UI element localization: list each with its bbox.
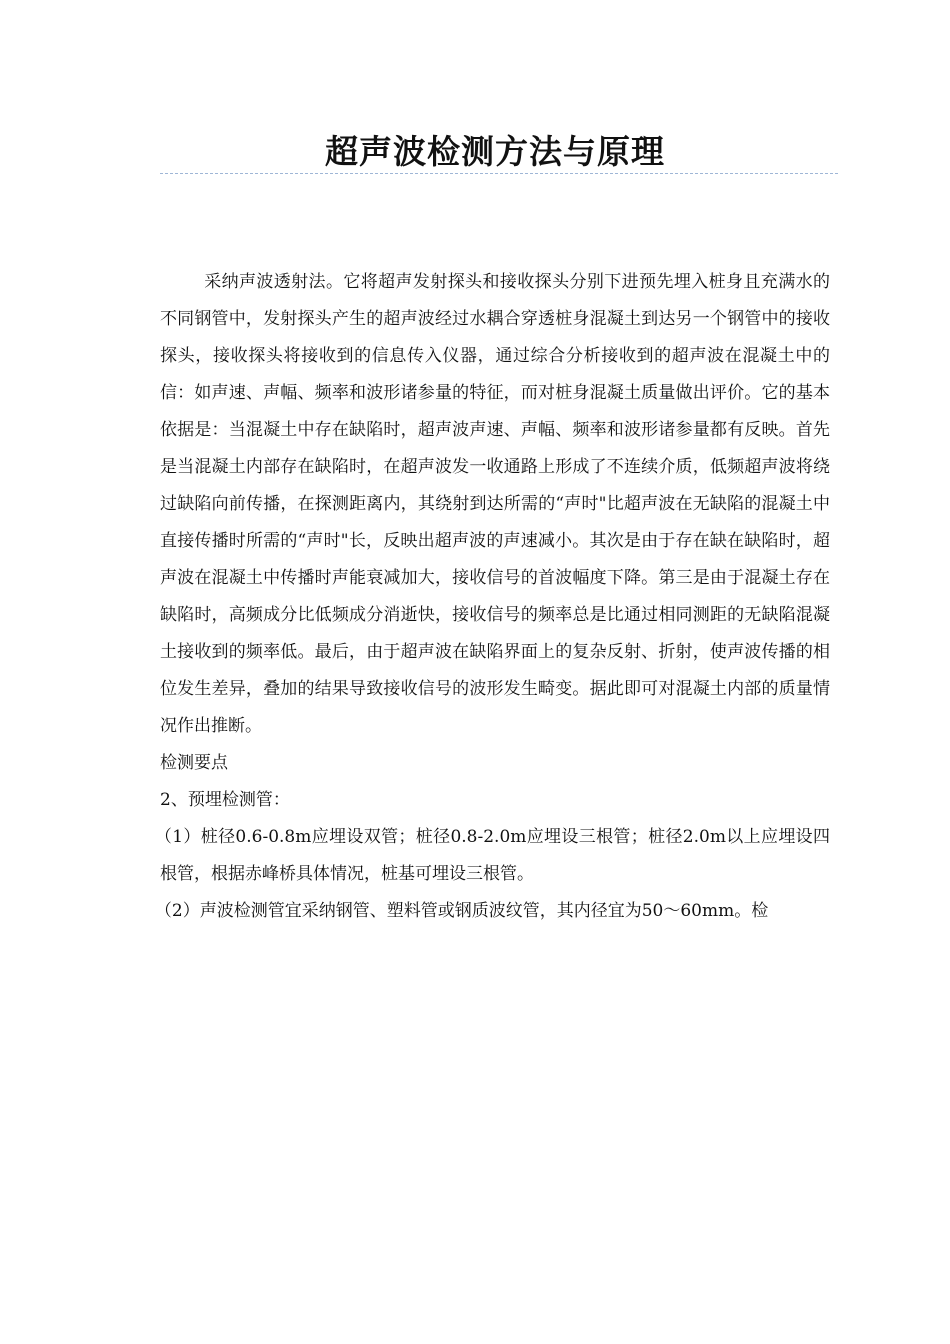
document-body	[154, 264, 830, 930]
paragraph-item-2: （2）声波检测管宜采纳钢管、塑料管或钢质波纹管，其内径宜为50～60mm。检	[154, 901, 769, 921]
document-title: 超声波检测方法与原理	[325, 132, 665, 171]
paragraph-embed-pipes: 2、预埋检测管：	[160, 790, 290, 810]
title-underline	[160, 173, 838, 174]
paragraph-heading-key-points: 检测要点	[160, 753, 228, 773]
paragraph-method: 采纳声波透射法。它将超声发射探头和接收探头分别下进预先埋入桩身且充满水的不同钢管中，发射探头产生的超声波经过水耦合穿透桩身混凝土到达另一个钢管中的接收探头，接收探头将接收到的信息传入仪器，通过综合分析接收到的超声波在混凝土中的信：如声速、声幅、频率和波形诸参量的特征，而对桩身混凝土质量做出评价。它的基本依据是：当混凝土中存在缺陷时，超声波声速、声幅、频率和波形诸参量都有反映。首先是当混凝土内部存在缺陷时，在超声波发一收通路上形成了不连续介质，低频超声波将绕过缺陷向前传播，在探测距离内，其绕射到达所需的“声时"比超声波在无缺陷的混凝土中直接传播时所需的“声时"长，反映出超声波的声速减小。其次是由于存在缺在缺陷时，超声波在混凝土中传播时声能衰减加大，接收信号的首波幅度下降。第三是由于混凝土存在缺陷时，高频成分比低频成分消逝快，接收信号的频率总是比通过相同测距的无缺陷混凝土接收到的频率低。最后，由于超声波在缺陷界面上的复杂反射、折射，使声波传播的相位发生差异，叠加的结果导致接收信号的波形发生畸变。据此即可对混凝土内部的质量情况作出推断。	[160, 272, 830, 736]
paragraph-item-1: （1）桩径0.6-0.8m应埋设双管；桩径0.8-2.0m应埋设三根管；桩径2.0m以上应埋设四根管，根据赤峰桥具体情况，桩基可埋设三根管。	[154, 827, 830, 884]
